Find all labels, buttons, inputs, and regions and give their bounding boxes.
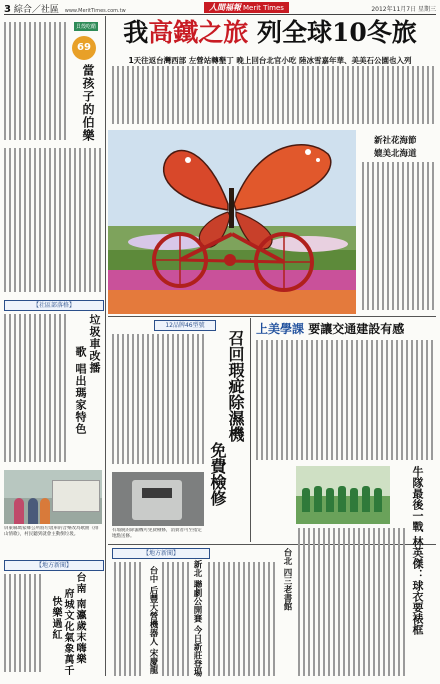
article-text xyxy=(110,66,436,126)
article-headline xyxy=(256,320,436,336)
article-title: 台南 南瀛歲末嗨樂 xyxy=(74,572,85,665)
logo-cn: 人間福報 xyxy=(209,3,241,12)
article-title: 垃圾車改播 xyxy=(88,314,101,374)
column-tag: 貝殼吃醋 xyxy=(76,24,97,30)
headline-blue: 上美學課 xyxy=(256,322,305,336)
article-title: 歌 唱出瑪家特色 xyxy=(74,346,87,435)
butterfly-sculpture-photo xyxy=(108,130,356,314)
article-headline: 免費檢修 xyxy=(208,442,227,506)
dehumidifier-photo xyxy=(112,472,204,526)
article-text xyxy=(2,148,102,294)
column-badge: 69 xyxy=(72,36,96,60)
headline-part-1: 我 xyxy=(123,18,149,47)
article-headline: 召回瑕疵除濕機 xyxy=(226,330,245,442)
photo-caption: 屏東縣瑪家鄉公所將垃圾車的音樂改為歌曲《排山情歌》，村民聽到就會主動倒垃圾。 xyxy=(4,526,99,537)
article-text xyxy=(112,562,144,678)
article-text xyxy=(296,528,406,678)
baseball-team-photo xyxy=(296,466,390,524)
article-title: 府城文化氣象萬千 xyxy=(62,588,73,676)
article-text xyxy=(2,314,68,464)
issue-date: 2012年11月7日 星期三 xyxy=(371,6,436,13)
headline-part-2: 高鐵之旅 xyxy=(148,18,249,47)
column-rule xyxy=(105,16,106,676)
newspaper-logo xyxy=(204,2,289,13)
garbage-truck-photo xyxy=(4,470,102,524)
photo-story-title: 新社花海節 xyxy=(374,136,417,146)
article-text xyxy=(110,334,206,466)
article-title: 快樂過紅 xyxy=(50,596,61,640)
article-title: 台北 四三老書館 xyxy=(282,548,292,611)
butterfly-bicycle-illustration xyxy=(108,130,356,314)
main-headline xyxy=(110,18,430,52)
article-headline: 牛隊最後一戰 林英傑：球衣要裱框 xyxy=(411,466,424,635)
section-name: 綜合／社區 xyxy=(13,5,59,15)
masthead xyxy=(4,2,436,15)
section-header: 【社區部落格】 xyxy=(4,300,104,311)
article-text xyxy=(254,340,436,462)
article-text xyxy=(206,562,280,678)
site-url[interactable]: www.MeritTimes.com.tw xyxy=(64,8,126,14)
section-header: 12品牌46型號 xyxy=(154,320,216,331)
article-text xyxy=(160,562,190,678)
column-title: 當孩子的伯樂 xyxy=(81,64,95,142)
photo-story-title: 媲美北海道 xyxy=(374,149,417,159)
article-title: 新北 聯劇公開賽 今日新莊登場 xyxy=(192,560,202,677)
headline-subhead: 1天往返台灣西部 左營站轉墾丁 晚上回台北官小吃 陸冰雪嘉年華、美美石公園也入列 xyxy=(128,56,412,65)
article-title: 台中 后豐大營機器人 宋慶龍 xyxy=(148,566,158,674)
masthead-left xyxy=(4,2,126,15)
section-header: 【地方新聞】 xyxy=(4,560,104,571)
logo-en: Merit Times xyxy=(243,4,284,12)
photo-caption: 有瑕疵的除濕機可免費檢修，消費者可至指定地點送修。 xyxy=(112,528,202,539)
article-text xyxy=(2,22,70,142)
article-text xyxy=(360,162,436,312)
article-text xyxy=(2,574,46,674)
headline-black: 要讓交通建設有感 xyxy=(304,322,405,336)
page-number: 3 xyxy=(4,4,11,15)
column-rule xyxy=(250,318,251,542)
left-column xyxy=(2,16,104,676)
section-header: 【地方新聞】 xyxy=(112,548,210,559)
headline-part-3: 列全球10冬旅 xyxy=(248,18,417,47)
section-rule xyxy=(108,316,436,317)
